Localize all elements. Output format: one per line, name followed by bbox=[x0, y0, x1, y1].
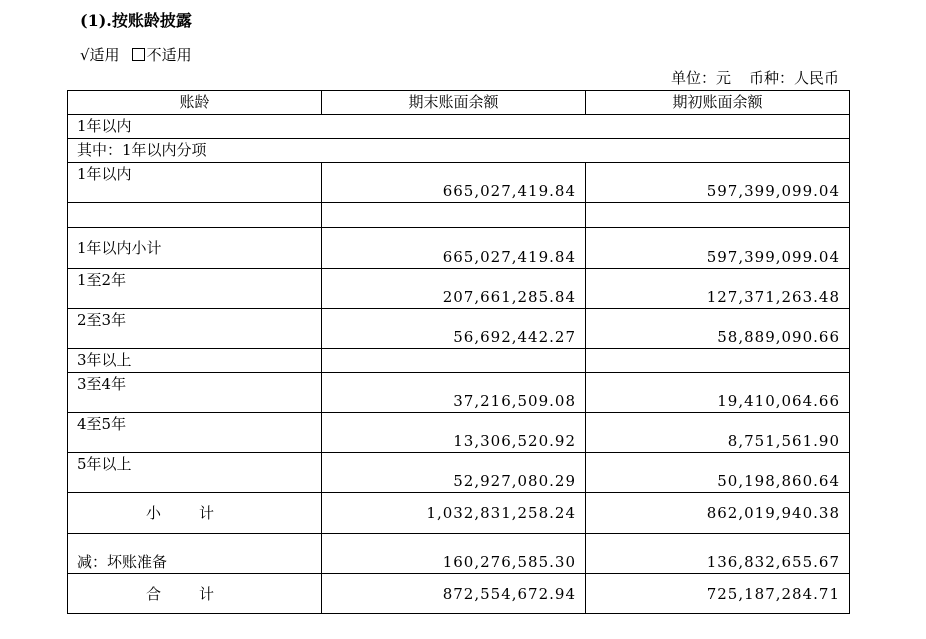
ending-balance-cell: 37,216,509.08 bbox=[322, 373, 586, 413]
row-label: 1年以内小计 bbox=[68, 228, 322, 269]
ending-balance-cell: 207,661,285.84 bbox=[322, 269, 586, 309]
table-row bbox=[68, 139, 850, 163]
section-label-over-3y: 3年以上 bbox=[68, 349, 322, 373]
row-label: 2至3年 bbox=[68, 309, 322, 349]
beginning-balance-cell: 58,889,090.66 bbox=[586, 309, 850, 349]
header-beginning-balance: 期初账面余额 bbox=[586, 91, 850, 115]
table-row bbox=[68, 349, 850, 373]
allowance-beginning-balance: 136,832,655.67 bbox=[586, 534, 850, 574]
table-row bbox=[68, 413, 850, 453]
ending-balance-cell: 665,027,419.84 bbox=[322, 228, 586, 269]
beginning-balance-cell: 50,198,860.64 bbox=[586, 453, 850, 493]
row-label: 4至5年 bbox=[68, 413, 322, 453]
beginning-balance-cell: 597,399,099.04 bbox=[586, 163, 850, 203]
beginning-balance-cell: 19,410,064.66 bbox=[586, 373, 850, 413]
subtotal-row bbox=[68, 493, 850, 534]
empty-cell bbox=[322, 349, 586, 373]
aging-table bbox=[67, 90, 850, 614]
beginning-balance-cell bbox=[586, 203, 850, 228]
beginning-balance-cell: 597,399,099.04 bbox=[586, 228, 850, 269]
unit-label: 单位：元 bbox=[670, 69, 731, 87]
subtotal-ending-balance: 1,032,831,258.24 bbox=[322, 493, 586, 534]
row-label: 5年以上 bbox=[68, 453, 322, 493]
applicability-line bbox=[80, 44, 192, 65]
total-beginning-balance: 725,187,284.71 bbox=[586, 574, 850, 614]
empty-cell bbox=[586, 349, 850, 373]
table-row bbox=[68, 163, 850, 203]
header-aging: 账龄 bbox=[68, 91, 322, 115]
subtotal-beginning-balance: 862,019,940.38 bbox=[586, 493, 850, 534]
table-row bbox=[68, 309, 850, 349]
ending-balance-cell: 52,927,080.29 bbox=[322, 453, 586, 493]
unchecked-box-icon bbox=[132, 48, 145, 61]
section-heading: (1).按账龄披露 bbox=[80, 11, 192, 30]
allowance-label: 减：坏账准备 bbox=[68, 534, 322, 574]
table-row bbox=[68, 453, 850, 493]
table-row bbox=[68, 115, 850, 139]
table-header-row bbox=[68, 91, 850, 115]
section-label-within-1y: 1年以内 bbox=[68, 115, 850, 139]
currency-label: 币种：人民币 bbox=[748, 69, 839, 87]
row-label: 3至4年 bbox=[68, 373, 322, 413]
header-ending-balance: 期末账面余额 bbox=[322, 91, 586, 115]
ending-balance-cell: 13,306,520.92 bbox=[322, 413, 586, 453]
total-ending-balance: 872,554,672.94 bbox=[322, 574, 586, 614]
allowance-row bbox=[68, 534, 850, 574]
not-applicable-label: 不适用 bbox=[146, 46, 192, 64]
table-row bbox=[68, 203, 850, 228]
beginning-balance-cell: 127,371,263.48 bbox=[586, 269, 850, 309]
total-label bbox=[68, 574, 322, 614]
allowance-ending-balance: 160,276,585.30 bbox=[322, 534, 586, 574]
ending-balance-cell bbox=[322, 203, 586, 228]
subtotal-label bbox=[68, 493, 322, 534]
subsection-label: 其中：1年以内分项 bbox=[68, 139, 850, 163]
ending-balance-cell: 665,027,419.84 bbox=[322, 163, 586, 203]
row-label: 1至2年 bbox=[68, 269, 322, 309]
table-row bbox=[68, 373, 850, 413]
table-row bbox=[68, 228, 850, 269]
unit-line bbox=[671, 67, 839, 88]
total-label-text: 合计 bbox=[145, 584, 252, 603]
ending-balance-cell: 56,692,442.27 bbox=[322, 309, 586, 349]
beginning-balance-cell: 8,751,561.90 bbox=[586, 413, 850, 453]
row-label bbox=[68, 203, 322, 228]
subtotal-label-text: 小计 bbox=[145, 504, 252, 522]
total-row bbox=[68, 574, 850, 614]
applicable-checked-label: √适用 bbox=[80, 46, 120, 64]
table-row bbox=[68, 269, 850, 309]
row-label: 1年以内 bbox=[68, 163, 322, 203]
